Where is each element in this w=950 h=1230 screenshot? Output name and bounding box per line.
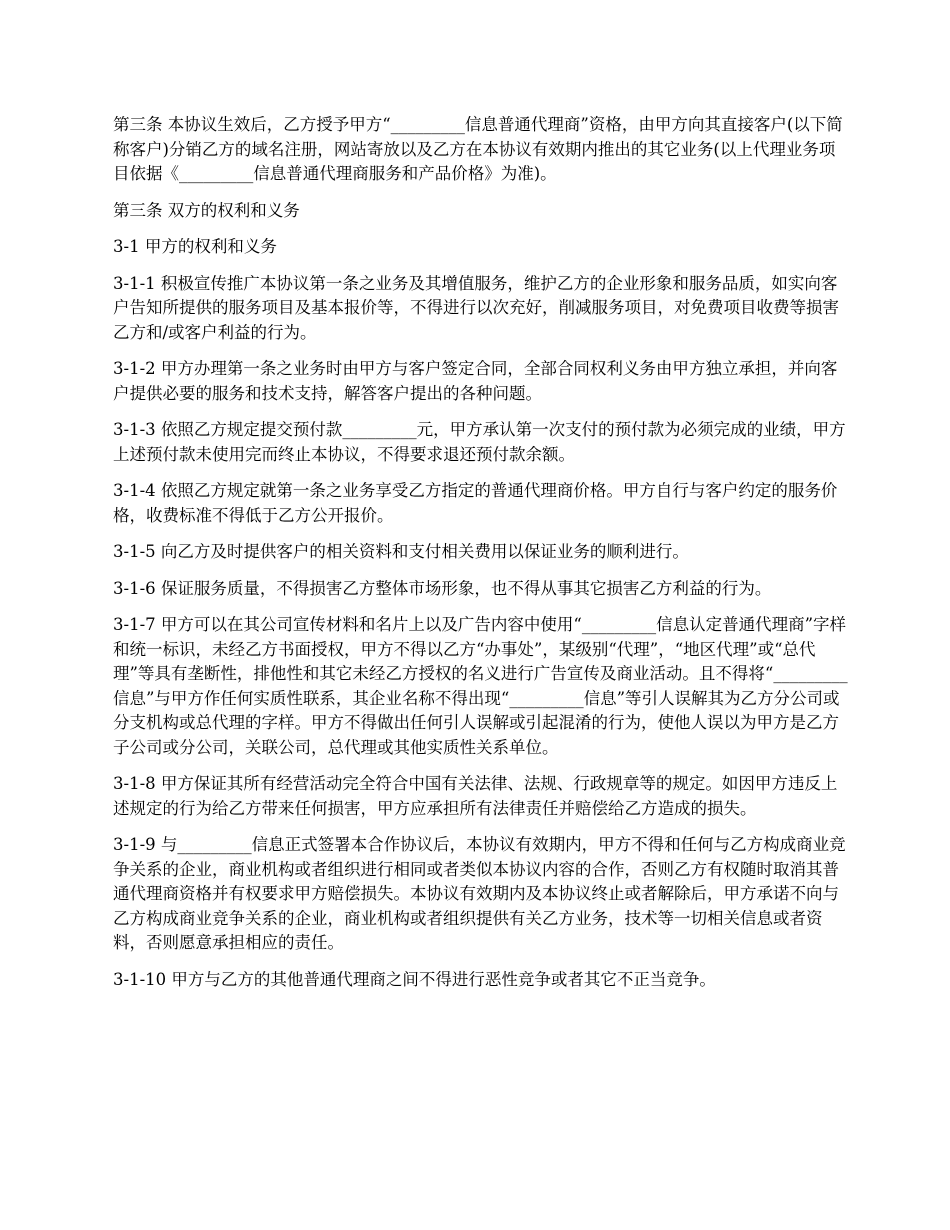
clause-3-1-2: 3-1-2 甲方办理第一条之业务时由甲方与客户签定合同，全部合同权利义务由甲方独立承担，并向客户提供必要的服务和技术支持，解答客户提出的各种问题。 xyxy=(113,359,838,403)
clause-3-1-7: 3-1-7 甲方可以在其公司宣传材料和名片上以及广告内容中使用“_________信息认定普通代理商”字样和统一标识，未经乙方书面授权，甲方不得以乙方“办事处”，某级别“代理”，“地区代理”或“总代理”等具有垄断性，排他性和其它未经乙方授权的名义进行广告宣传及商业活动。且不得将“_________信息”与甲方作任何实质性联系，其企业名称不得出现“_________信息”等引人误解其为乙方分公司或分支机构或总代理的字样。甲方不得做出任何引人误解或引起混淆的行为，使他人误以为甲方是乙方子公司或分公司，关联公司，总代理或其他实质性关系单位。 xyxy=(113,615,848,757)
clause-3-1-9: 3-1-9 与_________信息正式签署本合作协议后，本协议有效期内，甲方不得和任何与乙方构成商业竞争关系的企业，商业机构或者组织进行相同或者类似本协议内容的合作，否则乙方有权随时取消其普通代理商资格并有权要求甲方赔偿损失。本协议有效期内及本协议终止或者解除后，甲方承诺不向与乙方构成商业竞争关系的企业，商业机构或者组织提供有关乙方业务，技术等一切相关信息或者资料，否则愿意承担相应的责任。 xyxy=(113,835,846,952)
article-3-grant-clause: 第三条 本协议生效后，乙方授予甲方“_________信息普通代理商”资格，由甲方向其直接客户(以下简称客户)分销乙方的域名注册，网站寄放以及乙方在本协议有效期内推出的其它业务(以上代理业务项目依据《_________信息普通代理商服务和产品价格》为准)。 xyxy=(113,115,843,183)
document-body xyxy=(113,113,848,1004)
clause-3-1-5: 3-1-5 向乙方及时提供客户的相关资料和支付相关费用以保证业务的顺利进行。 xyxy=(113,542,689,561)
clause-3-1-4: 3-1-4 依照乙方规定就第一条之业务享受乙方指定的普通代理商价格。甲方自行与客户约定的服务价格，收费标准不得低于乙方公开报价。 xyxy=(113,481,838,525)
article-3-heading: 第三条 双方的权利和义务 xyxy=(113,200,300,220)
clause-3-1-10: 3-1-10 甲方与乙方的其他普通代理商之间不得进行恶性竞争或者其它不正当竞争。 xyxy=(113,969,716,989)
clause-3-1-6: 3-1-6 保证服务质量，不得损害乙方整体市场形象，也不得从事其它损害乙方利益的行为。 xyxy=(113,578,772,598)
clause-3-1-8: 3-1-8 甲方保证其所有经营活动完全符合中国有关法律、法规、行政规章等的规定。如因甲方违反上述规定的行为给乙方带来任何损害，甲方应承担所有法律责任并赔偿给乙方造成的损失。 xyxy=(113,774,838,818)
section-3-1-heading: 3-1 甲方的权利和义务 xyxy=(113,237,277,256)
clause-3-1-3: 3-1-3 依照乙方规定提交预付款_________元，甲方承认第一次支付的预付款为必须完成的业绩，甲方上述预付款未使用完而终止本协议，不得要求退还预付款余额。 xyxy=(113,420,846,464)
clause-3-1-1: 3-1-1 积极宣传推广本协议第一条之业务及其增值服务，维护乙方的企业形象和服务品质，如实向客户告知所提供的服务项目及基本报价等，不得进行以次充好，削减服务项目，对免费项目收费等损害乙方和/或客户利益的行为。 xyxy=(113,273,839,342)
